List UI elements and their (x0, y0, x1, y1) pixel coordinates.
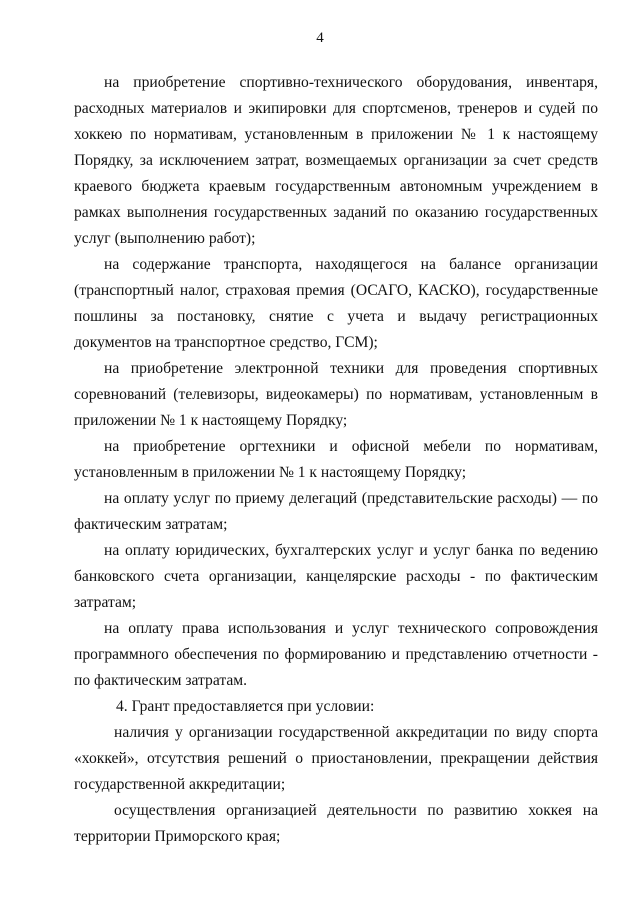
paragraph-grant-condition-heading: 4. Грант предоставляется при условии: (116, 698, 375, 715)
page-number: 4 (316, 30, 324, 46)
paragraph-software-rights: на оплату права использования и услуг технического сопровождения программного обеспечения по формированию и представлению отчетности - по фактическим затратам. (74, 620, 598, 689)
paragraph-accreditation: наличия у организации государственной аккредитации по виду спорта «хоккей», отсутствия решений о приостановлении, прекращении действия государственной аккредитации; (74, 724, 598, 793)
paragraph-delegations: на оплату услуг по приему делегаций (представительские расходы) — по фактическим затратам; (74, 490, 598, 533)
paragraph-office-equipment: на приобретение оргтехники и офисной мебели по нормативам, установленным в приложении № 1 к настоящему Порядку; (74, 438, 598, 481)
paragraph-sports-equipment: на приобретение спортивно-технического оборудования, инвентаря, расходных материалов и экипировки для спортсменов, тренеров и судей по хоккею по нормативам, установленным в приложении № 1 к настоящему Порядку, за исключением затрат, возмещаемых организации за счет средств краевого бюджета краевым государственным автономным учреждением в рамках выполнения государственных заданий по оказанию государственных услуг (выполнению работ); (74, 74, 598, 247)
paragraph-electronics: на приобретение электронной техники для проведения спортивных соревнований (телевизоры, видеокамеры) по нормативам, установленным в приложении № 1 к настоящему Порядку; (74, 360, 598, 429)
paragraph-legal-accounting: на оплату юридических, бухгалтерских услуг и услуг банка по ведению банковского счета организации, канцелярские расходы - по фактическим затратам; (74, 542, 598, 611)
paragraph-hockey-development: осуществления организацией деятельности по развитию хоккея на территории Приморского края; (74, 802, 598, 845)
document-body (74, 70, 598, 850)
paragraph-transport-maintenance: на содержание транспорта, находящегося на балансе организации (транспортный налог, страховая премия (ОСАГО, КАСКО), государственные пошлины за постановку, снятие с учета и выдачу регистрационных документов на транспортное средство, ГСМ); (74, 256, 598, 351)
